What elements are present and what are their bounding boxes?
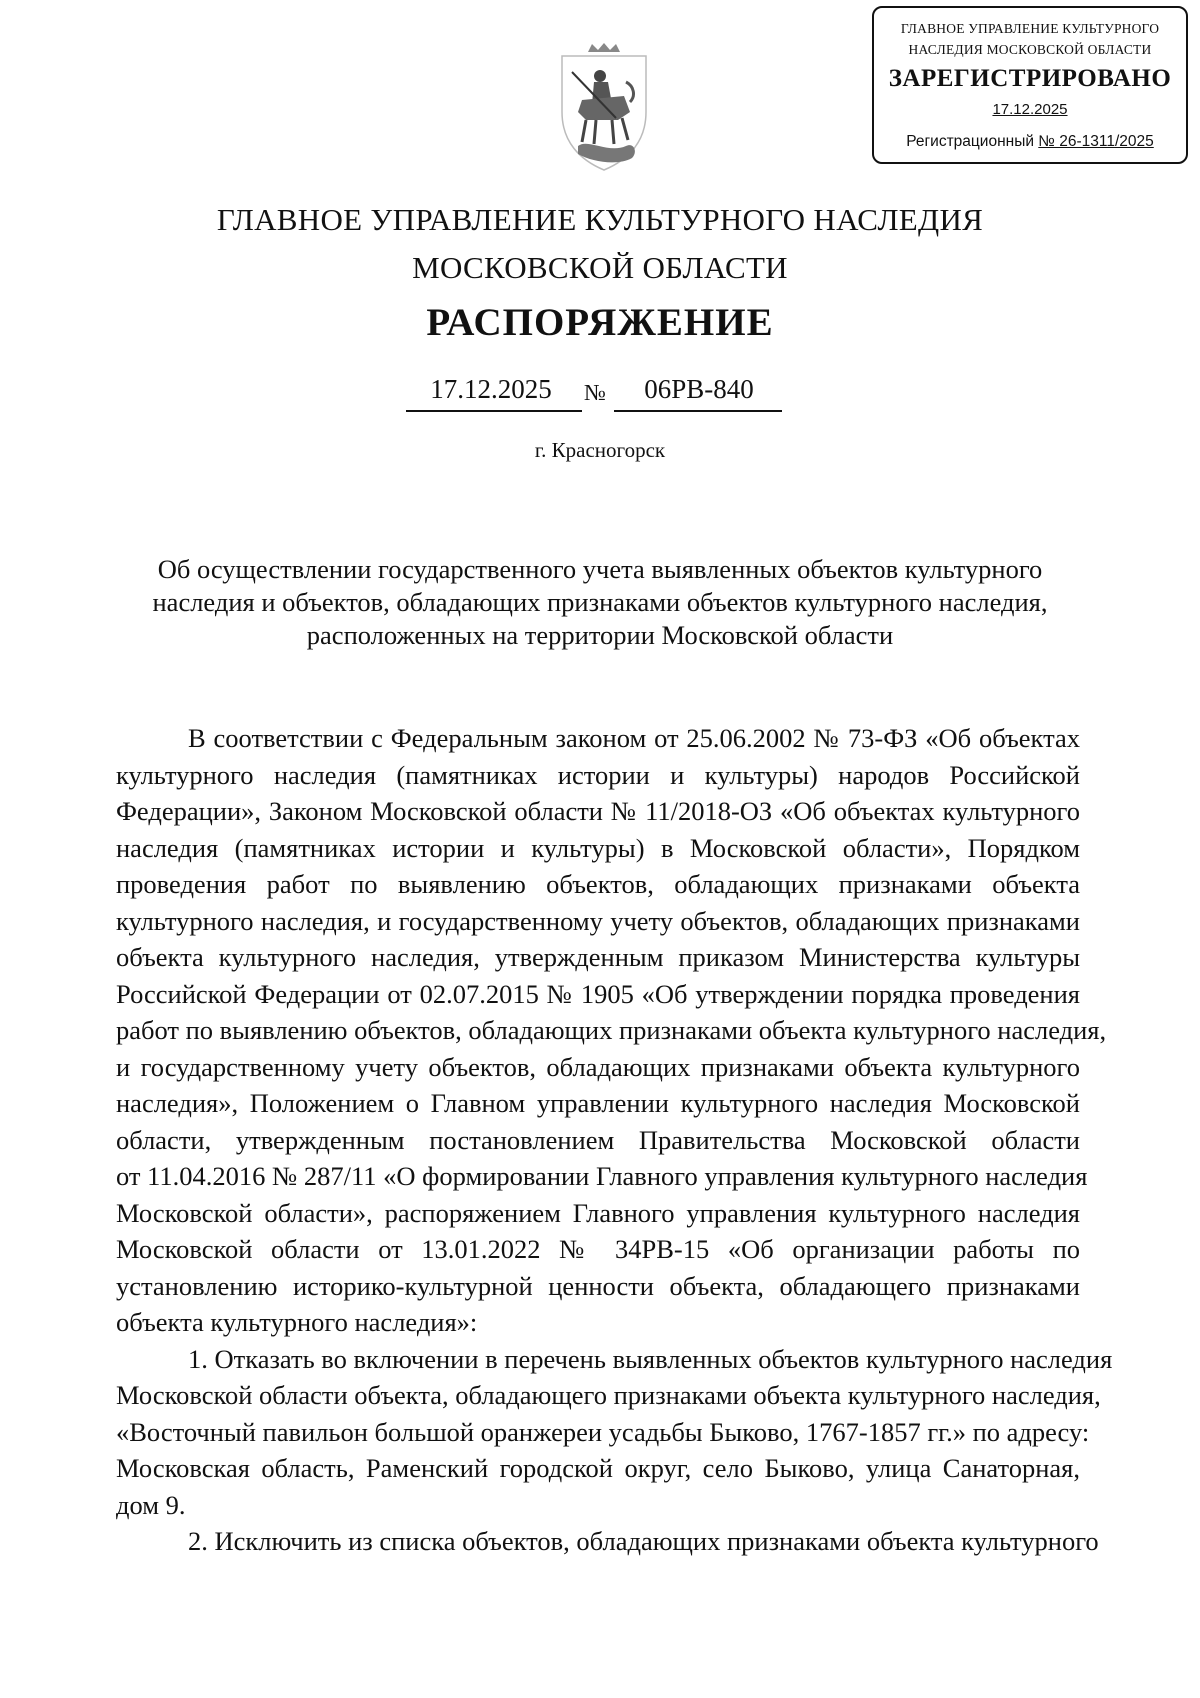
document-subject [130, 553, 1070, 652]
body-line: культурного наследия (памятниках истории и культуры) народов Российской [116, 759, 1080, 790]
document-body [116, 720, 1113, 1560]
body-line: «Восточный павильон большой оранжереи усадьбы Быково, 1767-1857 гг.» по адресу: [116, 1416, 1090, 1447]
city: г. Красногорск [534, 438, 666, 462]
body-line: Федерации», Законом Московской области № 11/2018-ОЗ «Об объектах культурного [116, 796, 1080, 826]
body-line: Российской Федерации от 02.07.2015 № 1905 «Об утверждении порядка проведения [116, 978, 1080, 1009]
stamp-number-value: № 26-1311/2025 [1038, 133, 1154, 150]
stamp-org-line2: НАСЛЕДИЯ МОСКОВСКОЙ ОБЛАСТИ [908, 42, 1152, 57]
stamp-number-label: Регистрационный [906, 133, 1039, 150]
body-line: культурного наследия, и государственному учету объектов, обладающих признаками [116, 905, 1080, 936]
body-line: наследия», Положением о Главном управлении культурного наследия Московской [116, 1088, 1080, 1118]
subject-line: наследия и объектов, обладающих признаками объектов культурного наследия, [152, 587, 1048, 617]
body-line: проведения работ по выявлению объектов, обладающих признаками объекта [116, 869, 1080, 899]
subject-line: расположенных на территории Московской области [306, 620, 894, 650]
document-type-title: РАСПОРЯЖЕНИЕ [426, 301, 774, 344]
number-sign: № [584, 380, 606, 405]
body-line: В соответствии с Федеральным законом от 25.06.2002 № 73-ФЗ «Об объектах [188, 723, 1080, 753]
body-line: объекта культурного наследия»: [116, 1307, 478, 1337]
stamp-registration-number [874, 132, 1186, 152]
body-line: Московской области», распоряжением Главного управления культурного наследия [116, 1197, 1080, 1228]
body-line: от 11.04.2016 № 287/11 «О формировании Главного управления культурного наследия [116, 1161, 1088, 1191]
body-line: Московской области объекта, обладающего признаками объекта культурного наследия, [116, 1380, 1101, 1410]
stamp-org-line1: ГЛАВНОЕ УПРАВЛЕНИЕ КУЛЬТУРНОГО [900, 21, 1160, 36]
stamp-date: 17.12.2025 [992, 101, 1068, 118]
body-line: 1. Отказать во включении в перечень выявленных объектов культурного наследия [188, 1343, 1113, 1374]
moscow-oblast-coat-of-arms-icon [548, 42, 660, 174]
body-line: наследия (памятниках истории и культуры) в Московской области», Порядком [116, 832, 1080, 863]
document-number: 06РВ-840 [644, 374, 754, 404]
body-line: Московская область, Раменский городской округ, село Быково, улица Санаторная, [116, 1453, 1080, 1483]
number-underline [614, 410, 782, 412]
org-name-line1: ГЛАВНОЕ УПРАВЛЕНИЕ КУЛЬТУРНОГО НАСЛЕДИЯ [216, 202, 984, 237]
body-line: установлению историко-культурной ценности объекта, обладающего признаками [116, 1270, 1080, 1301]
body-line: дом 9. [116, 1489, 186, 1520]
org-name-line2: МОСКОВСКОЙ ОБЛАСТИ [412, 250, 788, 285]
body-line: 2. Исключить из списка объектов, обладающих признаками объекта культурного [188, 1526, 1099, 1556]
body-line: работ по выявлению объектов, обладающих признаками объекта культурного наследия, [116, 1015, 1107, 1045]
subject-line: Об осуществлении государственного учета выявленных объектов культурного [157, 554, 1043, 584]
body-line: объекта культурного наследия, утвержденным приказом Министерства культуры [116, 942, 1080, 972]
body-line: области, утвержденным постановлением Правительства Московской области [116, 1124, 1080, 1155]
registration-stamp [872, 6, 1188, 164]
body-line: и государственному учету объектов, обладающих признаками объекта культурного [116, 1051, 1080, 1082]
date-underline [406, 410, 582, 412]
body-line: Московской области от 13.01.2022 № 34РВ-15 «Об организации работы по [116, 1234, 1080, 1264]
stamp-registered-label: ЗАРЕГИСТРИРОВАНО [888, 65, 1172, 92]
document-date: 17.12.2025 [430, 374, 552, 404]
